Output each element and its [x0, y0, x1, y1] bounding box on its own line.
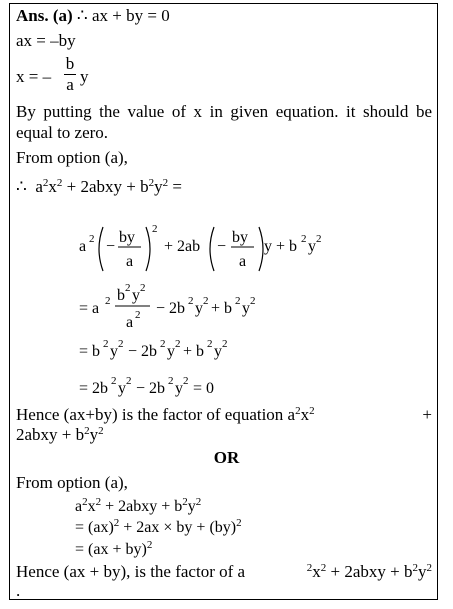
term-x: x	[87, 498, 96, 515]
exponent: 2	[250, 295, 256, 307]
right-paren	[259, 227, 263, 271]
exponent: 2	[222, 338, 228, 350]
equals-sign: =	[172, 177, 182, 196]
minus-sign: −	[217, 238, 227, 255]
alt-step-1	[75, 497, 201, 517]
term-a: a	[35, 177, 43, 196]
exponent: 2	[126, 375, 132, 387]
exponent: 2	[152, 223, 158, 235]
option-a-heading: From option (a),	[16, 148, 128, 167]
exponent: 2	[146, 539, 153, 551]
fraction-denominator: a	[66, 75, 74, 94]
exponent: 2	[183, 375, 189, 387]
step4-end: = 0	[193, 380, 215, 397]
left-paren	[99, 227, 103, 271]
exponent: 2	[203, 295, 209, 307]
step1-den: a	[126, 253, 134, 270]
exponent: 2	[426, 562, 432, 574]
hence-text-main: Hence (ax+by) is the factor of equation a	[16, 405, 296, 424]
hence2-text: Hence (ax + by), is the factor of a	[16, 562, 246, 581]
step2-num-b: b	[117, 287, 125, 304]
term-y: y	[187, 498, 196, 515]
step1-a: a	[79, 238, 87, 255]
step2-num-y: y	[132, 287, 140, 304]
exponent: 2	[95, 496, 102, 508]
step1-num: by	[119, 229, 135, 246]
step2-rest4: y	[242, 300, 250, 317]
alt3-text: = (ax + by)	[75, 541, 147, 558]
exponent: 2	[111, 375, 117, 387]
given-equation: ∴ ax + by = 0	[76, 6, 170, 25]
term-y: y	[154, 177, 163, 196]
ax-equals-line: ax = –by	[16, 31, 76, 50]
exponent: 2	[84, 425, 90, 437]
term-x: x	[300, 405, 310, 424]
plus-sign: +	[422, 405, 432, 424]
step4-m1: − 2b	[136, 380, 166, 397]
term-y: y	[418, 562, 427, 581]
left-paren	[210, 227, 214, 271]
exponent: 2	[412, 562, 418, 574]
step2-den: a	[126, 314, 134, 331]
exponent: 2	[89, 233, 95, 245]
exponent: 2	[148, 177, 155, 189]
exponent: 2	[42, 177, 49, 189]
exponent: 2	[103, 338, 109, 350]
term-middle: + 2abxy + b	[66, 177, 149, 196]
hence-text	[16, 405, 315, 425]
step1-tail-y: y	[308, 238, 316, 255]
step1-num2: by	[232, 229, 248, 246]
exponent: 2	[182, 496, 188, 508]
step1-tail: y + b	[264, 238, 298, 255]
term-a: a	[75, 498, 83, 515]
step3-m1: − 2b	[128, 343, 158, 360]
option-a-heading-2: From option (a),	[16, 473, 128, 492]
step3-p1: + b	[183, 343, 205, 360]
hence-continuation: 2abxy + b	[16, 425, 85, 444]
step3-y1: y	[110, 343, 118, 360]
exponent: 2	[160, 338, 166, 350]
period: .	[16, 581, 21, 600]
exponent: 2	[98, 425, 104, 437]
exponent: 2	[135, 309, 141, 321]
exponent: 2	[295, 405, 301, 417]
step1-den2: a	[239, 253, 247, 270]
hence-conclusion	[16, 562, 432, 582]
step-3	[79, 338, 228, 360]
minus-sign: –	[42, 67, 52, 86]
step-2	[79, 282, 256, 331]
hence-line-2	[16, 425, 104, 445]
step3-lead: = b	[79, 343, 101, 360]
exponent: 2	[125, 282, 131, 294]
exponent: 2	[306, 562, 313, 574]
exponent: 2	[188, 295, 194, 307]
exponent: 2	[235, 295, 241, 307]
hence2-expr	[307, 562, 432, 582]
exponent: 2	[105, 295, 111, 307]
term-x: x	[48, 177, 57, 196]
answer-label: Ans. (a)	[16, 6, 73, 25]
exponent: 2	[316, 233, 322, 245]
step2-rest3: + b	[211, 300, 233, 317]
step-4	[79, 375, 214, 397]
exponent: 2	[113, 517, 120, 529]
hence-line-1	[16, 405, 432, 425]
step1-mid: + 2ab	[164, 238, 201, 255]
exponent: 2	[301, 233, 307, 245]
step3-y2: y	[167, 343, 175, 360]
term-x: x	[312, 562, 321, 581]
term-middle: + 2abxy + b	[330, 562, 413, 581]
term-y: y	[89, 425, 99, 444]
step3-y3: y	[214, 343, 222, 360]
step4-y2: y	[175, 380, 183, 397]
alt2-second: + 2ax × by + (by)	[123, 519, 237, 536]
explanation-paragraph: By putting the value of x in given equation. it should be equal to zero.	[16, 102, 432, 142]
exponent: 2	[168, 375, 174, 387]
exponent: 2	[175, 338, 181, 350]
alt2-first: = (ax)	[75, 519, 114, 536]
or-divider: OR	[213, 448, 240, 467]
x-solution-var: y	[80, 67, 89, 86]
fraction-numerator: b	[65, 54, 75, 73]
exponent: 2	[162, 177, 169, 189]
x-equals: x =	[16, 67, 39, 86]
minus-sign: −	[106, 238, 116, 255]
step2-rest2: y	[195, 300, 203, 317]
exponent: 2	[309, 405, 315, 417]
term-middle: + 2abxy + b	[105, 498, 183, 515]
therefore-symbol: ∴	[16, 177, 27, 196]
right-paren	[146, 227, 150, 271]
step2-lead: = a	[79, 300, 100, 317]
exponent: 2	[236, 517, 242, 529]
exponent: 2	[118, 338, 124, 350]
step2-rest1: − 2b	[156, 300, 186, 317]
step-1	[79, 223, 322, 271]
step4-y1: y	[118, 380, 126, 397]
exponent: 2	[207, 338, 213, 350]
alt-step-2	[75, 518, 242, 538]
step4-lead: = 2b	[79, 380, 109, 397]
exponent: 2	[320, 562, 327, 574]
exponent: 2	[82, 496, 88, 508]
exponent: 2	[56, 177, 63, 189]
exponent: 2	[140, 282, 146, 294]
exponent: 2	[195, 496, 202, 508]
alt-step-3	[75, 540, 152, 560]
